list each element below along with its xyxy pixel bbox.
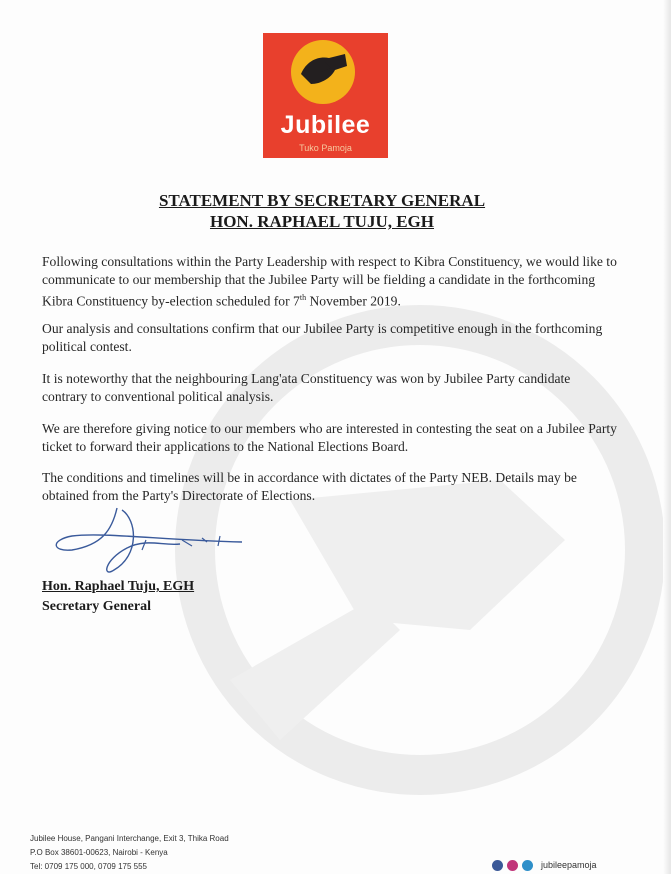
paragraph-1-text: Following consultations within the Party Leadership with respect to Kibra Constituency, we would like to communicate to our membership that the Jubilee Party will be fielding a candidate in the forthcoming Kibra Constituency by-election scheduled for 7 <box>42 254 617 309</box>
footer-address <box>30 832 229 874</box>
twitter-icon[interactable] <box>522 860 533 871</box>
logo-brand: Jubilee <box>280 111 371 139</box>
signer-block <box>42 577 194 617</box>
statement-heading <box>0 190 644 232</box>
paragraph-1 <box>42 253 617 311</box>
paragraph-1-tail: November 2019. <box>306 293 401 309</box>
paragraph-2: Our analysis and consultations confirm that our Jubilee Party is competitive enough in the forthcoming political contest. <box>42 321 603 354</box>
paragraph-4: We are therefore giving notice to our members who are interested in contesting the seat on a Jubilee Party ticket to forward their applications to the National Elections Board. <box>42 421 617 454</box>
footer-address-line-2: P.O Box 38601-00623, Nairobi - Kenya <box>30 848 168 857</box>
page-edge-shadow <box>663 0 671 874</box>
facebook-icon[interactable] <box>492 860 503 871</box>
paragraph-3: It is noteworthy that the neighbouring Lang'ata Constituency was won by Jubilee Party candidate contrary to conventional political analysis. <box>42 371 571 404</box>
signer-name: Hon. Raphael Tuju, EGH <box>42 579 195 594</box>
social-handle[interactable]: jubileepamoja <box>541 860 597 870</box>
paragraph-1-superscript: th <box>299 293 307 302</box>
signer-title: Secretary General <box>42 599 151 614</box>
heading-line-2: HON. RAPHAEL TUJU, EGH <box>209 212 435 231</box>
party-logo <box>263 33 388 158</box>
heading-line-1: STATEMENT BY SECRETARY GENERAL <box>158 191 486 210</box>
handwritten-signature <box>42 500 252 580</box>
footer-phone: Tel: 0709 175 000, 0709 175 555 <box>30 862 147 871</box>
paragraph-5: The conditions and timelines will be in accordance with dictates of the Party NEB. Details may be obtained from the Party's Directorate of Elections. <box>42 470 577 503</box>
instagram-icon[interactable] <box>507 860 518 871</box>
footer-social <box>492 858 597 872</box>
footer-address-line-1: Jubilee House, Pangani Interchange, Exit 3, Thika Road <box>30 834 229 843</box>
logo-circle <box>291 40 355 104</box>
logo-tagline: Tuko Pamoja <box>299 143 352 153</box>
handshake-icon <box>291 40 355 104</box>
